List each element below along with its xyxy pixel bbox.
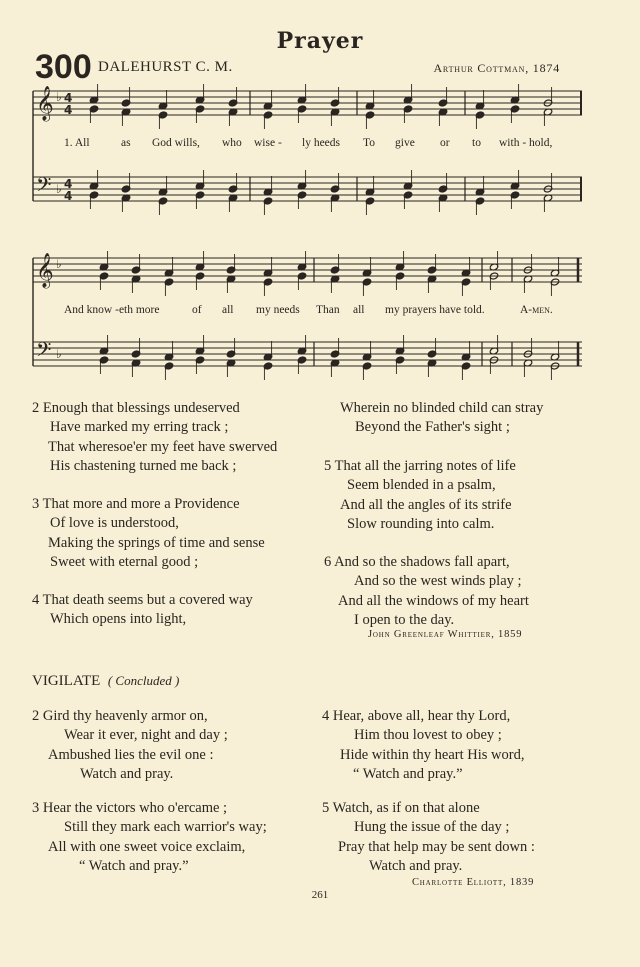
page-title: Prayer (276, 28, 364, 54)
bass-clef-icon: 𝄢 (36, 173, 52, 201)
lyric-word: all (222, 304, 234, 316)
verse-line: Him thou lovest to obey ; (354, 727, 502, 744)
flat-sign-icon: ♭ (56, 347, 62, 361)
verse-line: Hung the issue of the day ; (354, 819, 510, 836)
lyric-word: or (440, 137, 450, 149)
lyric-word: as (121, 137, 131, 149)
verse-3 (32, 495, 265, 572)
treble-clef-icon: 𝄞 (36, 253, 54, 288)
verse-line: That death seems but a covered way (42, 592, 253, 608)
verse-line: And so the west winds play ; (354, 573, 522, 590)
verse-line: Slow rounding into calm. (347, 515, 495, 532)
verse-line: “ Watch and pray.” (353, 765, 463, 782)
lyric-word: all (353, 304, 365, 316)
author-credit: John Greenleaf Whittier, 1859 (368, 629, 523, 640)
lyric-word: who (222, 137, 242, 149)
author-credit: Charlotte Elliott, 1839 (412, 877, 535, 888)
verse-4 (32, 591, 253, 630)
flat-sign-icon: ♭ (56, 90, 62, 104)
lyric-word: to (472, 137, 481, 149)
verse-number: 3 (32, 496, 40, 512)
verse-line: And so the shadows fall apart, (334, 554, 510, 570)
verse-number: 2 (32, 708, 40, 724)
verse-line: Of love is understood, (50, 515, 179, 532)
verse-4-continued (340, 399, 543, 438)
treble-clef-icon: 𝄞 (36, 86, 54, 121)
section-note: ( Concluded ) (107, 673, 180, 688)
verse-line: That wheresoe'er my feet have swerved (48, 438, 278, 455)
verse-line: “ Watch and pray.” (79, 857, 189, 874)
verse-line: Hide within thy heart His word, (340, 746, 525, 763)
lyric-word: ly heeds (302, 137, 341, 149)
verse-number: 4 (32, 592, 40, 608)
lyric-word: my prayers have told. (385, 304, 485, 316)
time-signature-bottom: 4 (64, 103, 73, 117)
lyric-word: of (192, 304, 202, 316)
verse-line: And all the angles of its strife (340, 496, 512, 513)
verse-line: Beyond the Father's sight ; (355, 419, 510, 436)
verse-line: All with one sweet voice exclaim, (48, 838, 246, 855)
page-number: 261 (311, 889, 329, 901)
lyric-word: And know -eth more (64, 304, 160, 316)
flat-sign-icon: ♭ (56, 182, 62, 196)
lyric-word: A-men. (520, 304, 553, 316)
composer-credit: Arthur Cottman, 1874 (433, 61, 560, 75)
verse-line: Pray that help may be sent down : (338, 838, 535, 855)
time-signature-top: 4 (64, 91, 73, 105)
vigilate-verse-5 (322, 799, 535, 876)
verse-line: Enough that blessings undeserved (42, 400, 240, 416)
verse-line: And all the windows of my heart (338, 592, 529, 609)
verse-6 (324, 553, 529, 630)
vigilate-verse-2 (32, 707, 228, 784)
verse-line: Still they mark each warrior's way; (64, 819, 267, 836)
verse-2 (32, 399, 277, 476)
verse-number: 6 (324, 554, 332, 570)
lyric-word: 1. All (64, 137, 90, 149)
verse-line: I open to the day. (354, 611, 455, 628)
verse-line: Which opens into light, (50, 611, 187, 628)
verse-line: His chastening turned me back ; (50, 457, 237, 474)
section-title-text: VIGILATE (32, 673, 101, 689)
verse-line: Ambushed lies the evil one : (48, 746, 214, 763)
bass-clef-icon: 𝄢 (36, 338, 52, 366)
verse-number: 3 (32, 800, 40, 816)
verse-number: 4 (322, 708, 330, 724)
lyric-word: give (395, 137, 415, 149)
time-signature-top: 4 (64, 177, 73, 191)
tune-name: DALEHURST C. M. (98, 59, 233, 75)
verse-line: Wear it ever, night and day ; (64, 727, 228, 744)
verse-5 (324, 457, 516, 534)
time-signature-bottom: 4 (64, 189, 73, 203)
verse-number: 2 (32, 400, 40, 416)
verse-line: Hear, above all, hear thy Lord, (332, 708, 511, 724)
verse-line: Have marked my erring track ; (50, 419, 229, 436)
verse-line: Wherein no blinded child can stray (340, 400, 544, 416)
verse-line: Gird thy heavenly armor on, (42, 708, 208, 724)
lyric-word: Than (316, 304, 340, 316)
verse-line: Making the springs of time and sense (48, 534, 265, 551)
verse-number: 5 (324, 458, 332, 474)
verse-line: Hear the victors who o'ercame ; (42, 800, 228, 816)
verse-line: Watch and pray. (369, 857, 463, 874)
section-title (32, 673, 179, 690)
verse-line: Seem blended in a psalm, (347, 477, 496, 494)
verse-line: Watch and pray. (80, 765, 174, 782)
hymn-number: 300 (35, 48, 92, 86)
verse-line: That more and more a Providence (42, 496, 240, 512)
flat-sign-icon: ♭ (56, 257, 62, 271)
lyric-word: wise - (254, 137, 282, 149)
vigilate-verse-4 (322, 707, 524, 784)
verse-line: Watch, as if on that alone (332, 800, 480, 816)
music-score (0, 0, 640, 390)
lyric-word: my needs (256, 304, 300, 316)
verse-number: 5 (322, 800, 330, 816)
lyric-word: God wills, (152, 137, 200, 149)
verse-line: That all the jarring notes of life (334, 458, 516, 474)
lyric-word: with - hold, (499, 137, 553, 149)
verse-line: Sweet with eternal good ; (50, 553, 199, 570)
vigilate-verse-3 (32, 799, 267, 876)
lyric-word: To (363, 137, 375, 149)
